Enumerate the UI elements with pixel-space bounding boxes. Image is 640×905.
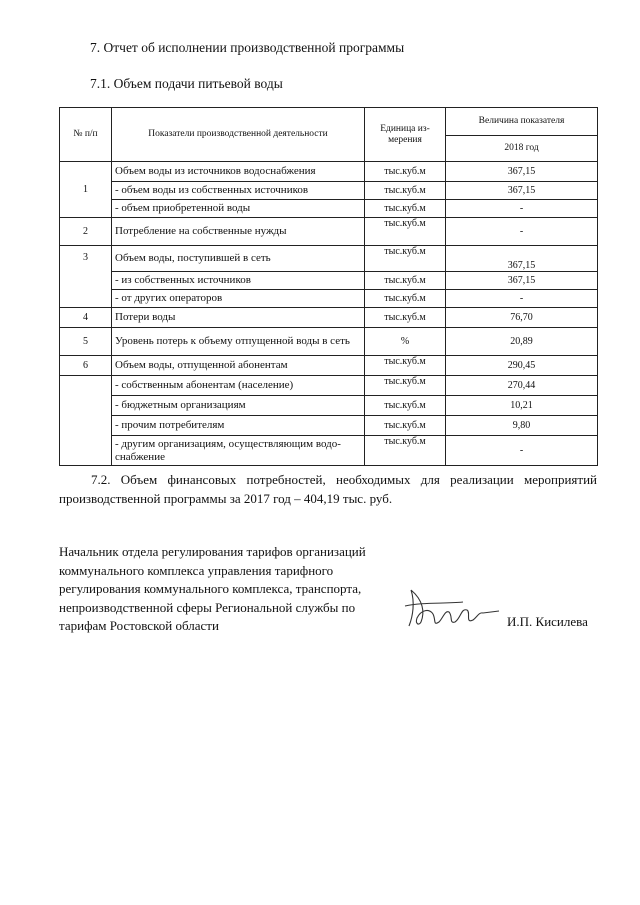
row-value: 367,15	[446, 182, 598, 200]
signatory-name: И.П. Кисилева	[507, 614, 588, 629]
col-header-indicator: Показатели производственной деятельности	[112, 108, 365, 162]
row-unit: тыс.куб.м	[365, 246, 446, 272]
row-value: 290,45	[446, 356, 598, 376]
row-num: 5	[60, 328, 112, 356]
row-label: Уровень потерь к объему отпущенной воды в сеть	[112, 328, 365, 356]
row-label: Объем воды, отпущенной абонентам	[112, 356, 365, 376]
financial-needs-paragraph: 7.2. Объем финансовых потребностей, необходимых для реализации мероприятий производственной программы за 2017 год – 404,19 тыс. руб.	[59, 472, 597, 506]
row-value: 76,70	[446, 308, 598, 328]
row-value: 367,15	[446, 162, 598, 182]
row-value: -	[446, 218, 598, 246]
table-row	[60, 218, 598, 246]
row-unit: тыс.куб.м	[365, 416, 446, 436]
table-row	[60, 328, 598, 356]
row-value: 367,15	[446, 246, 598, 272]
row-unit: тыс.куб.м	[365, 200, 446, 218]
row-value: 20,89	[446, 328, 598, 356]
row-unit: тыс.куб.м	[365, 162, 446, 182]
row-value: 10,21	[446, 396, 598, 416]
row-label: Потери воды	[112, 308, 365, 328]
row-unit: тыс.куб.м	[365, 308, 446, 328]
row-unit: тыс.куб.м	[365, 182, 446, 200]
row-unit: тыс.куб.м	[365, 376, 446, 396]
table-row	[60, 308, 598, 328]
table-row	[60, 376, 598, 396]
row-unit: тыс.куб.м	[365, 356, 446, 376]
row-unit: тыс.куб.м	[365, 436, 446, 466]
row-label: Потребление на собственные нужды	[112, 218, 365, 246]
row-num: 2	[60, 218, 112, 246]
table-row	[60, 200, 598, 218]
section-heading: 7. Отчет об исполнении производственной программы	[90, 40, 405, 55]
row-label: - собственным абонентам (население)	[112, 376, 365, 396]
row-num: 1	[60, 162, 112, 218]
row-unit: тыс.куб.м	[365, 272, 446, 290]
row-label: - прочим потребителям	[112, 416, 365, 436]
row-label: Объем воды, поступившей в сеть	[112, 246, 365, 272]
row-value: 9,80	[446, 416, 598, 436]
row-unit: тыс.куб.м	[365, 396, 446, 416]
table-row	[60, 356, 598, 376]
col-header-num: № п/п	[60, 108, 112, 162]
row-value: 270,44	[446, 376, 598, 396]
row-label: - объем воды из собственных источников	[112, 182, 365, 200]
row-label: Объем воды из источников водоснабжения	[112, 162, 365, 182]
row-value: 367,15	[446, 272, 598, 290]
table-row	[60, 416, 598, 436]
subsection-heading: 7.1. Объем подачи питьевой воды	[90, 76, 283, 91]
row-unit: тыс.куб.м	[365, 218, 446, 246]
row-label: - из собственных источников	[112, 272, 365, 290]
table-row	[60, 246, 598, 272]
row-value: -	[446, 290, 598, 308]
row-value: -	[446, 436, 598, 466]
table-row	[60, 182, 598, 200]
handwritten-signature	[403, 582, 503, 632]
row-label: - объем приобретенной воды	[112, 200, 365, 218]
table-row	[60, 436, 598, 466]
table-row	[60, 396, 598, 416]
row-value: -	[446, 200, 598, 218]
production-program-table	[59, 107, 598, 466]
row-unit: тыс.куб.м	[365, 290, 446, 308]
col-header-year: 2018 год	[446, 136, 598, 162]
table-row	[60, 272, 598, 290]
row-num: 3	[60, 246, 112, 308]
row-label: - от других операторов	[112, 290, 365, 308]
row-label: - бюджетным организациям	[112, 396, 365, 416]
empty-num-cell	[60, 376, 112, 466]
signatory-position: Начальник отдела регулирования тарифов организаций коммунального комплекса управления тарифного регулирования коммунального комплекса, транспорта, непроизводственной сферы Региональной службы по тарифам Ростовской области	[59, 544, 366, 633]
table-row	[60, 290, 598, 308]
col-header-unit: Единица из-мерения	[365, 108, 446, 162]
row-num: 4	[60, 308, 112, 328]
row-label: - другим организациям, осуществляющим водо-снабжение	[112, 436, 365, 466]
table-row	[60, 162, 598, 182]
col-header-value-group: Величина показателя	[446, 108, 598, 136]
row-unit: %	[365, 328, 446, 356]
row-num: 6	[60, 356, 112, 376]
